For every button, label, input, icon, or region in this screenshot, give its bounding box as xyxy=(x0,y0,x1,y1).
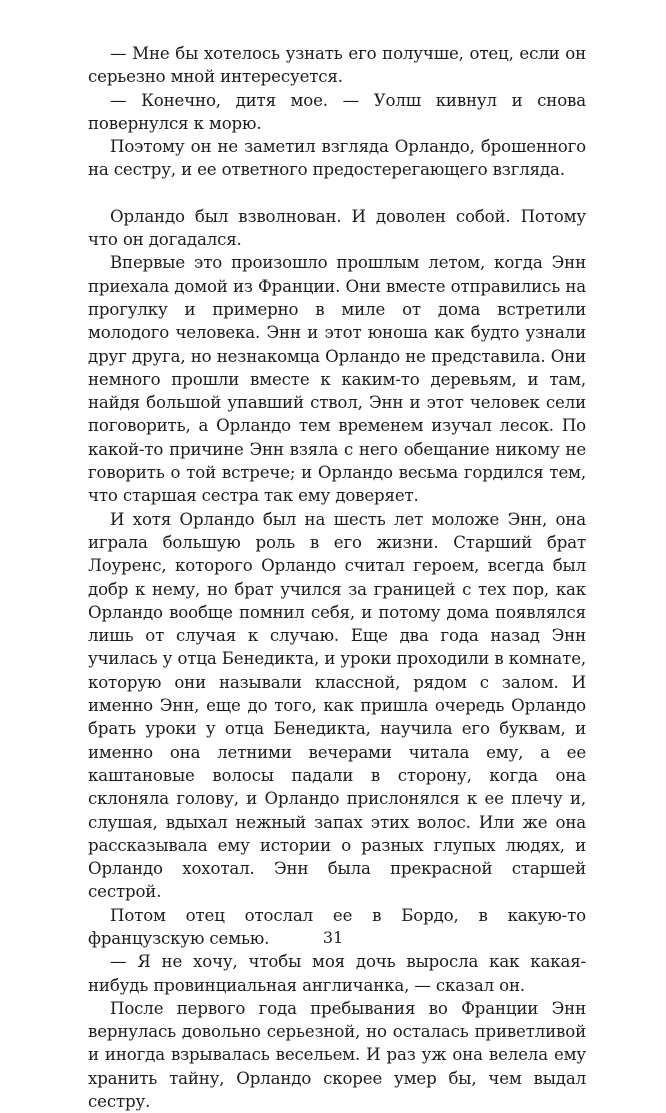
scene-break xyxy=(88,182,586,205)
paragraph-first-time: Впервые это произошло прошлым летом, когда Энн приехала домой из Франции. Они вместе отправились на прогулку и примерно в миле от дома встретили молодого человека. Энн и этот юноша как будто узнали друг друга, но незнакомца Орландо не представила. Они немного прошли вместе к каким-то деревьям, и там, найдя большой упавший ствол, Энн и этот человек сели поговорить, а Орландо тем временем изучал лесок. По какой-то причине Энн взяла с него обещание никому не говорить о той встрече; и Орландо весьма гордился тем, что старшая сестра так ему доверяет. xyxy=(88,253,586,506)
paragraph-father-quote: — Я не хочу, чтобы моя дочь выросла как какая-нибудь провинциальная англичанка, — сказал он. xyxy=(88,952,586,995)
paragraph-glance: Поэтому он не заметил взгляда Орландо, брошенного на сестру, и ее ответного предостерегающего взгляда. xyxy=(88,137,586,180)
paragraph-orlando-excited: Орландо был взволнован. И доволен собой. Потому что он догадался. xyxy=(88,206,586,250)
page-body-text xyxy=(88,42,586,1113)
paragraph-dialogue-walsh: — Конечно, дитя мое. — Уолш кивнул и снова повернулся к морю. xyxy=(88,90,586,133)
page-number: 31 xyxy=(322,928,344,947)
paragraph-dialogue-anne: — Мне бы хотелось узнать его получше, отец, если он серьезно мной интересуется. xyxy=(88,44,586,87)
paragraph-anne-role: И хотя Орландо был на шесть лет моложе Энн, она играла большую роль в его жизни. Старший брат Лоуренс, которого Орландо считал героем, всегда был добр к нему, но брат учился за границей с тех пор, как Орландо вообще помнил себя, и потому дома появлялся лишь от случая к случаю. Еще два года назад Энн училась у отца Бенедикта, и уроки проходили в комнате, которую они называли классной, рядом с залом. И именно Энн, еще до того, как пришла очередь Орландо брать уроки у отца Бенедикта, научила его буквам, и именно она летними вечерами читала ему, а ее каштановые волосы падали в сторону, когда она склоняла голову, и Орландо прислонялся к ее плечу и, слушая, вдыхал нежный запах этих волос. Или же она рассказывала ему истории о разных глупых людях, и Орландо хохотал. Энн была прекрасной старшей сестрой. xyxy=(88,509,586,902)
paragraph-return: После первого года пребывания во Франции Энн вернулась довольно серьезной, но осталась приветливой и иногда взрывалась весельем. И раз уж она велела ему хранить тайну, Орландо скорее умер бы, чем выдал сестру. xyxy=(88,998,586,1112)
paragraph-bordeaux: Потом отец отослал ее в Бордо, в какую-то французскую семью. xyxy=(88,905,586,948)
